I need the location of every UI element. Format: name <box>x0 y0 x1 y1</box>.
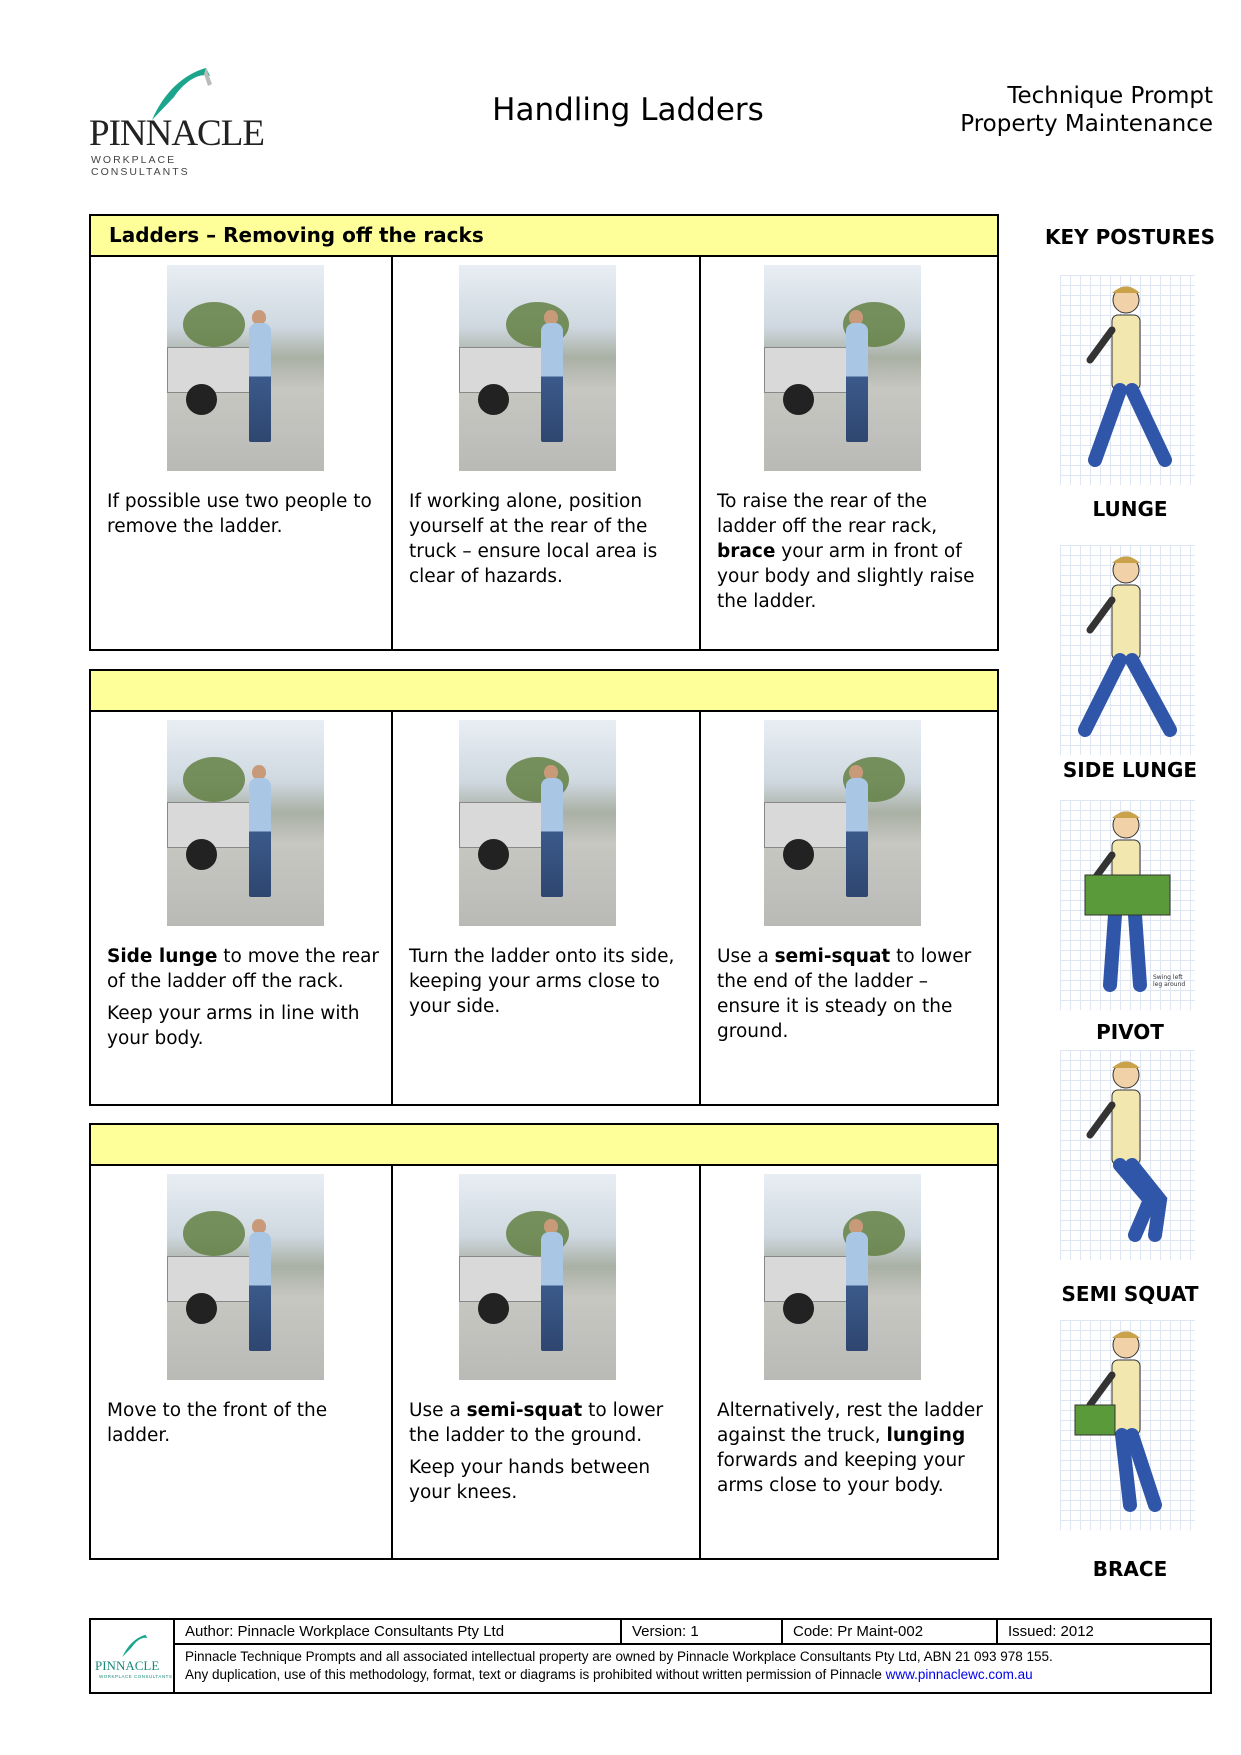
step-instruction <box>409 944 691 1019</box>
photo-shape <box>846 1232 868 1351</box>
posture-figure-lunge <box>1060 275 1195 485</box>
footer-version: Version: 1 <box>622 1620 783 1643</box>
posture-illustration-icon <box>1060 275 1195 485</box>
step-photo <box>459 265 616 471</box>
emphasis-text: Side lunge <box>107 946 218 967</box>
posture-illustration-icon <box>1060 1050 1195 1260</box>
photo-shape <box>783 839 814 870</box>
step-cell <box>393 257 701 649</box>
footer <box>89 1618 1212 1694</box>
footer-logo <box>91 1620 175 1692</box>
instruction-text: to move the rear of the ladder off the rack. <box>107 946 380 992</box>
photo-shape <box>783 384 814 415</box>
footer-issued: Issued: 2012 <box>1008 1623 1094 1640</box>
step-photo <box>764 265 921 471</box>
photo-shape <box>183 757 246 802</box>
pinnacle-logo <box>89 62 269 178</box>
posture-figure-side-lunge <box>1060 545 1195 755</box>
photo-shape <box>249 778 271 897</box>
step-instruction <box>107 489 383 539</box>
photo-shape <box>478 384 509 415</box>
step-cell <box>701 257 997 649</box>
step-instruction <box>409 1398 691 1448</box>
step-cell <box>91 257 393 649</box>
step-cell <box>701 1166 997 1558</box>
footer-code: Code: Pr Maint-002 <box>783 1620 998 1643</box>
emphasis-text: semi-squat <box>774 946 891 967</box>
step-cell <box>91 1166 393 1558</box>
instruction-text: Turn the ladder onto its side, keeping your arms close to your side. <box>409 946 675 1017</box>
step-instruction <box>107 1398 383 1448</box>
posture-figure-semi-squat <box>1060 1050 1195 1260</box>
photo-shape <box>541 323 563 442</box>
step-cell <box>91 712 393 1104</box>
instruction-text: to lower the end of the ladder – ensure it is steady on the ground. <box>717 946 972 1042</box>
step-text <box>409 1398 691 1505</box>
step-extra-instruction: Keep your arms in line with your body. <box>107 1003 360 1049</box>
footer-author: Author: Pinnacle Workplace Consultants Pty Ltd <box>175 1620 622 1643</box>
footer-notice-line2: Any duplication, use of this methodology, format, text or diagrams is prohibited without written permission of Pinnacle <box>185 1667 882 1682</box>
step-photo <box>167 265 324 471</box>
step-photo <box>459 720 616 926</box>
photo-shape <box>249 1232 271 1351</box>
posture-label: BRACE <box>1092 1557 1168 1581</box>
posture-illustration-icon <box>1060 545 1195 755</box>
emphasis-text: brace <box>717 541 776 562</box>
step-photo <box>167 1174 324 1380</box>
posture-label: PIVOT <box>1096 1020 1164 1044</box>
key-postures-title: KEY POSTURES <box>1044 225 1216 249</box>
logo-subtitle: WORKPLACE CONSULTANTS <box>91 154 190 178</box>
photo-shape <box>183 302 246 347</box>
step-text <box>717 1398 989 1498</box>
instruction-text: Alternatively, rest the ladder against the truck, <box>717 1400 983 1446</box>
step-instruction <box>717 1398 989 1498</box>
posture-figure-brace <box>1060 1320 1195 1530</box>
step-text <box>717 944 989 1044</box>
step-extra-instruction: Keep your hands between your knees. <box>409 1457 651 1503</box>
instruction-text: Use a <box>717 946 775 967</box>
posture-label: LUNGE <box>1092 497 1168 521</box>
instruction-text: To raise the rear of the ladder off the rear rack, <box>717 491 938 537</box>
photo-shape <box>478 1293 509 1324</box>
posture-label: SEMI SQUAT <box>1061 1282 1199 1306</box>
instruction-section <box>89 214 999 651</box>
logo-name: PINNACLE <box>89 113 264 154</box>
step-text <box>107 489 383 539</box>
step-photo <box>167 720 324 926</box>
footer-logo-name: PINNACLE <box>95 1658 160 1673</box>
section-title-bar: Ladders – Removing off the racks <box>91 216 997 257</box>
photo-shape <box>478 839 509 870</box>
step-photo <box>459 1174 616 1380</box>
pivot-note: Swing left leg around <box>1153 974 1186 988</box>
instruction-text: Use a <box>409 1400 467 1421</box>
photo-shape <box>541 778 563 897</box>
posture-illustration-icon <box>1060 1320 1195 1530</box>
posture-figure-pivot <box>1060 800 1195 1010</box>
footer-logo-subtitle: WORKPLACE CONSULTANTS <box>99 1674 173 1679</box>
section-title-bar <box>91 671 997 712</box>
instruction-section <box>89 1123 999 1560</box>
step-instruction <box>107 944 383 994</box>
step-cell <box>701 712 997 1104</box>
footer-logo-swoosh-icon <box>119 1632 149 1658</box>
instruction-text: Move to the front of the ladder. <box>107 1400 328 1446</box>
step-instruction <box>409 489 691 589</box>
step-cell <box>393 1166 701 1558</box>
photo-shape <box>186 839 217 870</box>
step-photo <box>764 1174 921 1380</box>
step-text <box>409 489 691 589</box>
instruction-text: forwards and keeping your arms close to your body. <box>717 1450 965 1496</box>
page-title: Handling Ladders <box>492 92 764 128</box>
step-text <box>409 944 691 1019</box>
section-title-bar <box>91 1125 997 1166</box>
step-text <box>717 489 989 614</box>
instruction-section <box>89 669 999 1106</box>
instruction-text: your arm in front of your body and slightly raise the ladder. <box>717 541 975 612</box>
instruction-text: If working alone, position yourself at the rear of the truck – ensure local area is clear of hazards. <box>409 491 658 587</box>
step-cell <box>393 712 701 1104</box>
emphasis-text: semi-squat <box>466 1400 583 1421</box>
document-type <box>960 82 1213 138</box>
photo-shape <box>846 778 868 897</box>
step-photo <box>764 720 921 926</box>
step-text <box>107 1398 383 1448</box>
emphasis-text: lunging <box>886 1425 966 1446</box>
posture-label: SIDE LUNGE <box>1062 758 1198 782</box>
photo-shape <box>846 323 868 442</box>
photo-shape <box>186 384 217 415</box>
photo-shape <box>541 1232 563 1351</box>
instruction-text: If possible use two people to remove the ladder. <box>107 491 372 537</box>
photo-shape <box>249 323 271 442</box>
photo-shape <box>183 1211 246 1256</box>
footer-website-link[interactable]: www.pinnaclewc.com.au <box>885 1667 1033 1682</box>
instruction-text: to lower the ladder to the ground. <box>409 1400 664 1446</box>
step-instruction <box>717 489 989 614</box>
photo-shape <box>186 1293 217 1324</box>
photo-shape <box>783 1293 814 1324</box>
footer-notice-line1: Pinnacle Technique Prompts and all associated intellectual property are owned by Pinnacle Workplace Consultants Pty Ltd, ABN 21 093 978 155. <box>185 1649 1053 1664</box>
doc-type: Technique Prompt <box>1007 83 1213 109</box>
step-instruction <box>717 944 989 1044</box>
doc-category: Property Maintenance <box>960 111 1213 137</box>
step-text <box>107 944 383 1051</box>
